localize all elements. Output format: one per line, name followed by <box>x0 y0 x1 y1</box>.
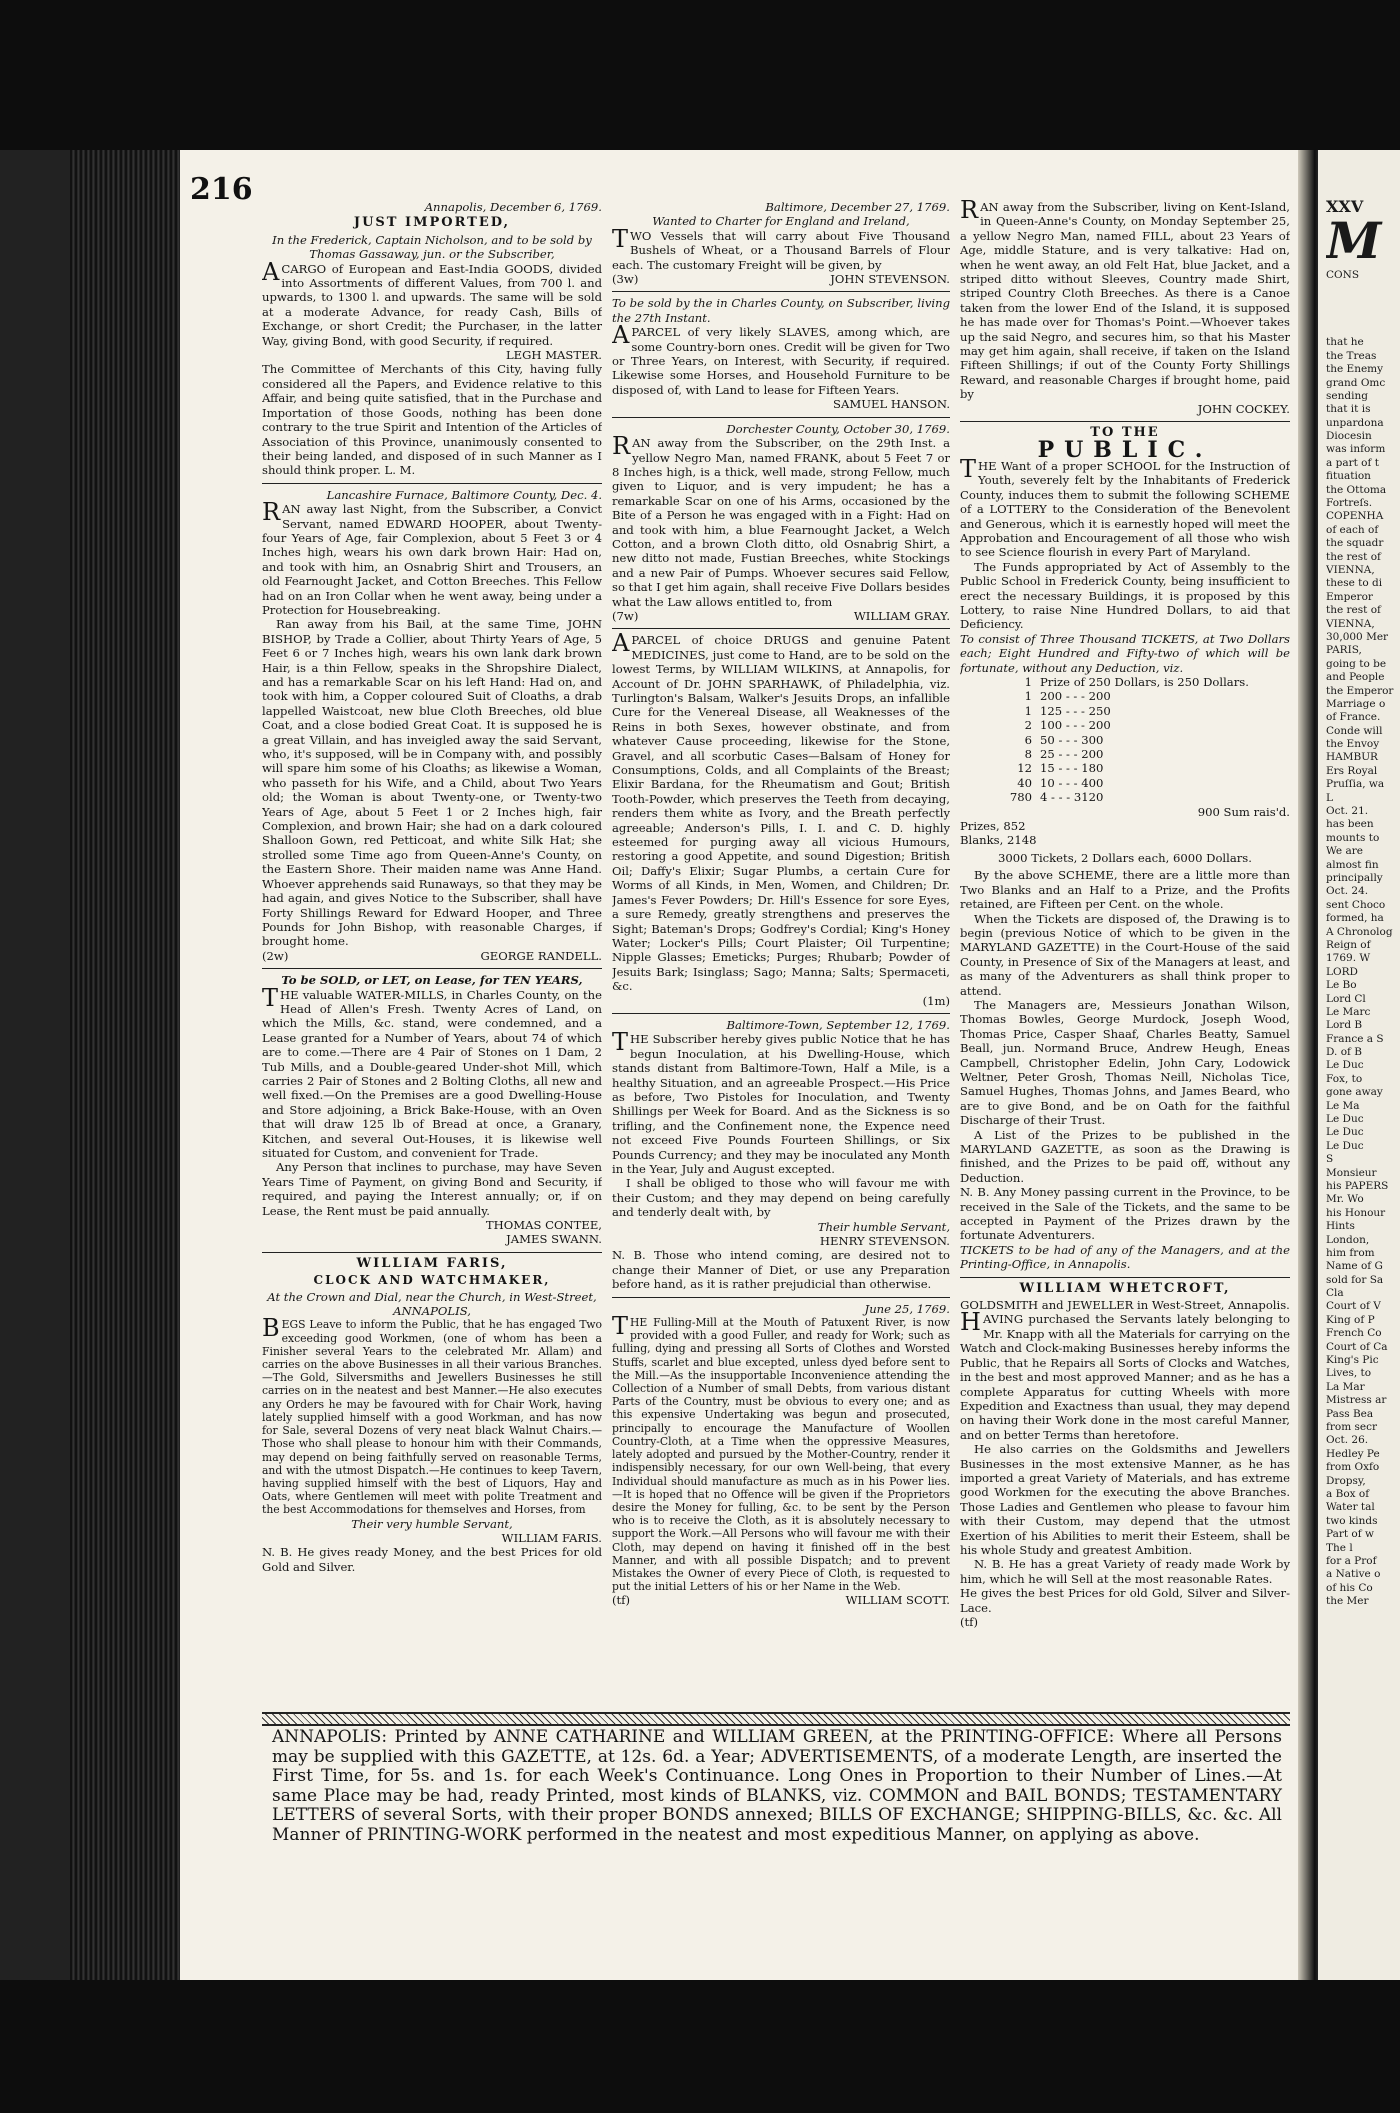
prize-count: 1 <box>1024 703 1032 718</box>
facing-line: fituation <box>1326 470 1371 483</box>
ad-body-5: The Managers are, Messieurs Jonathan Wilson, Thomas Bowles, George Murdock, Joseph Wood, Thomas Price, Casper Shaaf, Charles Beatty, Samuel Beall, jun. Normand Bruce, Andrew Heugh, Eneas Campbell, Christopher Edelin, John Cary, Lodowick Weltner, Peter Grosh, Thomas Neill, Nicholas Tice, Samuel Hughes, Thomas Johns, and James Beard, who are to give Bond, and be on Oath for the faithful Discharge of their Trust. <box>960 997 1290 1128</box>
dateline: Baltimore, December 27, 1769. <box>765 200 950 214</box>
ad-lottery <box>960 426 1290 1272</box>
divider <box>612 291 950 292</box>
ad-subtitle: At the Crown and Dial, near the Church, in West-Street, ANNAPOLIS, <box>267 1289 597 1319</box>
facing-line: Ers Royal <box>1326 764 1378 777</box>
facing-line: the Envoy <box>1326 738 1380 751</box>
ad-title-2: PUBLIC. <box>1037 436 1213 463</box>
facing-line: London, <box>1326 1233 1370 1246</box>
ad-body: APARCEL of very likely SLAVES, among which, are some Country-born ones. Credit will be given for Two or Three Years, on Interest, with Security, if required. Likewise some Horses, and Household Furniture to be disposed of, with Land to lease for Fifteen Years. <box>612 321 950 397</box>
ad-nb: N. B. He has a great Variety of ready made Work by him, which he will Sell at the most reasonable Rates. <box>960 1557 1290 1586</box>
facing-line: King's Pic <box>1326 1354 1379 1367</box>
ad-body: THE Fulling-Mill at the Mouth of Patuxent River, is now provided with a good Fuller, and ready for Work; such as fulling, dying and pressing all Sorts of Clothes and Worsted Stuffs, scarlet and blue excepted, unless dyed before sent to the Mill.—As the insupportable Inconvenience attending the Collection of a Number of small Debts, from various distant Parts of the Country, must be obvious to every one; and as this expensive Undertaking was begun and prosecuted, principally to encourage the Manufacture of Woollen Country-Cloth, at a Time when the oppressive Measures, lately adopted and pursued by the Mother-Country, render it indispensibly necessary, for our own Well-being, that every Individual should manufacture as much as in his Power lies.—It is hoped that no Offence will be given if the Proprietors desire the Money for fulling, &c. to be sent by the Person who is to receive the Cloth, as it is absolutely necessary to support the Work.—All Persons who will favour me with their Cloth, may depend on having it finished off in the best Manner, and with all possible Dispatch; and to prevent Mistakes the Owner of every Piece of Cloth, is requested to put the initial Letters of his or her Name in the Web. <box>612 1312 950 1594</box>
facing-line: Court of Ca <box>1326 1340 1388 1353</box>
ad-water-mills <box>262 973 602 1247</box>
prize-row <box>960 689 1290 703</box>
prize-value: 10 - - - 400 <box>1040 775 1104 790</box>
ad-slaves-sale <box>612 296 950 411</box>
facing-line: Le Duc <box>1326 1059 1364 1072</box>
ad-nb: N. B. He gives ready Money, and the best Prices for old Gold and Silver. <box>262 1545 602 1574</box>
dateline: Baltimore-Town, September 12, 1769. <box>726 1017 950 1032</box>
book-edge <box>70 150 190 1980</box>
facing-line: has been <box>1326 818 1374 831</box>
ad-subtitle: To be sold by the in Charles County, on Subscriber, living the 27th Instant. <box>612 296 950 325</box>
facing-line: Mistress ar <box>1326 1394 1387 1407</box>
ad-signature: WILLIAM FARIS. <box>501 1530 602 1545</box>
ad-tag: (tf) <box>612 1593 630 1608</box>
tickets-total: 3000 Tickets, 2 Dollars each, 6000 Dollars. <box>998 850 1252 865</box>
facing-line: France a S <box>1326 1032 1384 1045</box>
ad-body-2: He also carries on the Goldsmiths and Jewellers Businesses in the most extensive Manner, as he has imported a great Variety of Materials, and has extreme good Workmen for the executing the above Branches. Those Ladies and Gentlemen who please to favour him with their Custom, may depend that the utmost Exertion of his Abilities to merit their Esteem, shall be his whole Study and greatest Ambition. <box>960 1442 1290 1557</box>
facing-line: Hints <box>1326 1220 1355 1233</box>
ad-close: Their humble Servant, <box>817 1219 950 1234</box>
facing-header: XXV <box>1326 200 1364 216</box>
facing-line <box>1326 310 1398 323</box>
ad-signature: LEGH MASTER. <box>505 348 602 363</box>
facing-line: Water tal <box>1326 1501 1375 1514</box>
facing-line: Lives, to <box>1326 1367 1372 1380</box>
facing-line: of France. <box>1326 711 1381 724</box>
prize-count: 2 <box>1024 718 1032 733</box>
facing-line: Fortreſs. <box>1326 497 1373 510</box>
ad-body-2: I shall be obliged to those who will favour me with their Custom; and they may depend on being carefully and tenderly dealt with, by <box>612 1176 950 1220</box>
prize-row <box>960 761 1290 775</box>
ad-body: RAN away last Night, from the Subscriber, a Convict Servant, named EDWARD HOOPER, about Twenty-four Years of Age, fair Complexion, about 5 Feet 3 or 4 Inches high, wears his own dark brown Hair: Had on, and took with him, an Osnabrig Shirt and Trousers, an old Fearnought Jacket, and Cotton Breeches. This Fellow had on an Iron Collar when he went away, being under a Protection for Housebreaking. <box>262 498 602 617</box>
prize-table <box>960 675 1290 805</box>
facing-line: S <box>1326 1153 1334 1166</box>
facing-line: Conde will <box>1326 724 1383 737</box>
facing-line: that he <box>1326 336 1364 349</box>
ad-title-2: CLOCK AND WATCHMAKER, <box>313 1273 551 1288</box>
facing-line: the rest of <box>1326 550 1381 563</box>
prize-row <box>960 718 1290 732</box>
ad-tag: (tf) <box>960 1615 978 1629</box>
facing-line: almost fin <box>1326 858 1379 871</box>
facing-line: 30,000 Mer <box>1326 630 1389 643</box>
divider <box>612 1297 950 1298</box>
facing-line: was inform <box>1326 443 1386 456</box>
facing-line: We are <box>1326 845 1363 858</box>
facing-line: Le Ma <box>1326 1099 1360 1112</box>
facing-line: and People <box>1326 671 1385 684</box>
ornamental-rule <box>262 1712 1290 1726</box>
column-2 <box>612 200 950 1700</box>
facing-line: sold for Sa <box>1326 1273 1384 1286</box>
facing-line: principally <box>1326 871 1383 884</box>
facing-line: for a Prof <box>1326 1554 1377 1567</box>
facing-line: a part of t <box>1326 456 1379 469</box>
facing-line <box>1326 283 1398 296</box>
prize-count: 12 <box>1017 761 1032 776</box>
ad-body: HAVING purchased the Servants lately belonging to Mr. Knapp with all the Materials for carrying on the Watch and Clock-making Businesses hereby informs the Public, that he Repairs all Sorts of Clocks and Watches, in the best and most approved Manner; and as he has a complete Apparatus for cutting Wheels with more Expedition and Exactness than usual, they may depend on having their Work done in the most careful Manner, and on better Terms than heretofore. <box>960 1308 1290 1442</box>
ad-signature: JOHN STEVENSON. <box>830 272 950 287</box>
prize-row <box>960 675 1290 689</box>
scan-bottom-border <box>0 1980 1400 2113</box>
ad-subtitle: To consist of Three Thousand TICKETS, at Two Dollars each; Eight Hundred and Fifty-two of which will be fortunate, without any Deduction, viz. <box>960 631 1290 675</box>
prize-count: 40 <box>1017 775 1032 790</box>
facing-line: Le Bo <box>1326 979 1357 992</box>
facing-line: Monsieur <box>1326 1166 1377 1179</box>
facing-line: Pruſſia, wa <box>1326 778 1385 791</box>
ad-tag: (7w) <box>612 608 639 623</box>
facing-line: sent Choco <box>1326 898 1386 911</box>
facing-line: Reign of <box>1326 938 1371 951</box>
facing-lines <box>1326 269 1398 1608</box>
blanks-count: Blanks, 2148 <box>960 833 1037 848</box>
column-1 <box>262 200 602 1700</box>
facing-line: the Emperor <box>1326 684 1394 697</box>
ad-body-3: By the above SCHEME, there are a little more than Two Blanks and an Half to a Prize, and the Profits retained, are Fifteen per Cent. on the whole. <box>960 868 1290 912</box>
facing-line: Oct. 26. <box>1326 1434 1369 1447</box>
facing-line: grand Omc <box>1326 376 1386 389</box>
facing-line: The l <box>1326 1541 1353 1554</box>
facing-line: Le Duc <box>1326 1113 1364 1126</box>
prize-row <box>960 747 1290 761</box>
facing-line: the Mer <box>1326 1595 1369 1608</box>
facing-line: Oct. 24. <box>1326 885 1369 898</box>
scan-top-border <box>0 0 1400 150</box>
facing-line: Le Marc <box>1326 1005 1371 1018</box>
facing-big-letter: M <box>1326 211 1382 271</box>
ad-body: TWO Vessels that will carry about Five Thousand Bushels of Wheat, or a Thousand Barrels of Flour each. The customary Freight will be given, by <box>612 224 950 272</box>
facing-line: CONS <box>1326 269 1360 282</box>
ad-body-2: Any Person that inclines to purchase, may have Seven Years Time of Payment, on giving Bond and Security, if required, and paying the Interest annually; or, if on Lease, the Rent must be paid annually. <box>262 1160 602 1218</box>
ad-close: Their very humble Servant, <box>351 1516 513 1531</box>
facing-line: Hedley Pe <box>1326 1447 1380 1460</box>
ad-body: BEGS Leave to inform the Public, that he has engaged Two exceeding good Workmen, (one of whom has been a Finisher several Years to the celebrated Mr. Allam) and carries on the above Businesses in all their various Branches.—The Gold, Silversmiths and Jewellers Businesses he still carries on in the neatest and best Manner.—He also executes any Orders he may be favoured with for Chair Work, having lately supplied himself with a good Workman, and has now for Sale, several Dozens of very neat black Walnut Chairs.—Those who shall please to honour him with their Commands, may depend on being faithfully served on reasonable Terms, and with the utmost Dispatch.—He continues to keep Tavern, having supplied himself with the best of Liquors, Hay and Oats, where Gentlemen will meet with polite Treatment and the best Accommodations for themselves and Horses, from <box>262 1314 602 1517</box>
facing-line: unpardona <box>1326 416 1384 429</box>
facing-line: Emperor <box>1326 590 1373 603</box>
prize-value: 4 - - - 3120 <box>1040 790 1104 805</box>
ad-heading: To be SOLD, or LET, on Lease, for TEN YEARS, <box>281 973 583 988</box>
divider <box>612 1013 950 1014</box>
ad-subtitle: Wanted to Charter for England and Ireland, <box>652 214 910 229</box>
ad-tag: (3w) <box>612 272 639 287</box>
ad-subtitle: In the Frederick, Captain Nicholson, and to be sold by Thomas Gassaway, jun. or the Subscriber, <box>272 232 592 262</box>
facing-line: Oct. 21. <box>1326 805 1369 818</box>
facing-line: Mr. Wo <box>1326 1193 1364 1206</box>
divider <box>262 968 602 969</box>
ad-body: RAN away from the Subscriber, living on Kent-Island, in Queen-Anne's County, on Monday September 25, a yellow Negro Man, named FILL, about 23 Years of Age, middle Stature, and is very talkative: Had on, when he went away, an old Felt Hat, blue Jacket, and a striped ditto without Sleeves, Country made Shirt, striped Country Cloth Breeches. As there is a Canoe taken from the lower End of the Island, it is supposed he has made over for Thomas's Point.—Whoever takes up the said Negro, and secures him, so that his Master may get him again, shall receive, if taken on the Island Fifteen Shillings; if out of the County Forty Shillings Reward, and reasonable Charges if brought home, paid by <box>960 200 1290 402</box>
facing-line: French Co <box>1326 1327 1382 1340</box>
facing-line: Name of G <box>1326 1260 1383 1273</box>
facing-line: going to be <box>1326 657 1387 670</box>
prize-count: 1 <box>1024 675 1032 689</box>
ad-runaway-frank <box>612 422 950 624</box>
prize-count: 1 <box>1024 689 1032 704</box>
prize-row <box>960 776 1290 790</box>
ad-nb-2: He gives the best Prices for old Gold, Silver and Silver-Lace. <box>960 1586 1290 1615</box>
facing-line: his Honour <box>1326 1206 1386 1219</box>
divider <box>612 417 950 418</box>
prize-value: 125 - - - 250 <box>1040 703 1111 718</box>
facing-line: of his Co <box>1326 1581 1373 1594</box>
facing-line: that it is <box>1326 403 1371 416</box>
prize-value: 100 - - - 200 <box>1040 718 1111 733</box>
sum-raised: 900 Sum rais'd. <box>1197 804 1290 819</box>
facing-line: the squadr <box>1326 537 1384 550</box>
divider <box>960 421 1290 422</box>
ad-signature: WILLIAM SCOTT. <box>845 1593 950 1608</box>
facing-line: these to di <box>1326 577 1383 590</box>
ad-body: THE Subscriber hereby gives public Notice that he has begun Inoculation, at his Dwelling-House, which stands distant from Baltimore-Town, Half a Mile, is a healthy Situation, and an agreeable Prospect.—His Price as before, Two Pistoles for Inoculation, and Twenty Shillings per Week for Board. And as the Sickness is so trifling, and the Confinement none, the Expence need not exceed Five Pounds Fourteen Shillings, or Six Pounds Currency; and they may be inoculated any Month in the Year, July and August excepted. <box>612 1028 950 1176</box>
ad-nb-2: TICKETS to be had of any of the Managers, and at the Printing-Office, in Annapolis. <box>960 1242 1290 1272</box>
ad-tag: (2w) <box>262 948 289 963</box>
facing-line: the Ottoma <box>1326 483 1387 496</box>
prizes-count: Prizes, 852 <box>960 819 1026 834</box>
facing-line: his PAPERS <box>1326 1179 1389 1192</box>
divider <box>262 483 602 484</box>
facing-line: Diocesin <box>1326 430 1372 443</box>
facing-line: Lord B <box>1326 1019 1363 1032</box>
facing-line: VIENNA, <box>1326 617 1375 630</box>
ad-subtitle: GOLDSMITH and JEWELLER in West-Street, Annapolis. <box>960 1298 1290 1313</box>
facing-line: D. of B <box>1326 1046 1362 1059</box>
facing-line: VIENNA, <box>1326 564 1375 576</box>
dateline: Dorchester County, October 30, 1769. <box>726 421 950 436</box>
facing-line: Le Duc <box>1326 1139 1364 1152</box>
prize-value: 25 - - - 200 <box>1040 747 1104 762</box>
facing-line: mounts to <box>1326 831 1380 844</box>
facing-line: the rest of <box>1326 604 1381 617</box>
facing-line: a Box of <box>1326 1487 1370 1500</box>
dateline: Lancashire Furnace, Baltimore County, Dec. 4. <box>326 487 602 502</box>
facing-line: the Treas <box>1326 349 1377 362</box>
prize-value: Prize of 250 Dollars, is 250 Dollars. <box>1040 675 1249 689</box>
dateline: June 25, 1769. <box>864 1301 950 1316</box>
prize-row <box>960 733 1290 747</box>
ad-nb: N. B. Those who intend coming, are desired not to change their Manner of Diet, or use any Preparation before hand, as it is rather prejudicial than otherwise. <box>612 1248 950 1292</box>
facing-line: Fox, to <box>1326 1072 1363 1085</box>
ad-title: TO THE <box>1090 425 1160 441</box>
facing-line: the Enemy <box>1326 363 1384 376</box>
ad-whetcroft <box>960 1282 1290 1630</box>
facing-line: a Native o <box>1326 1568 1381 1581</box>
facing-line: from Oxfo <box>1326 1461 1380 1474</box>
facing-line: La Mar <box>1326 1380 1365 1393</box>
ad-body-4: When the Tickets are disposed of, the Drawing is to begin (previous Notice of which to be given in the MARYLAND GAZETTE) in the Court-House of the said County, in Presence of Six of the Managers at least, and as many of the Adventurers as shall think proper to attend. <box>960 911 1290 998</box>
facing-line: COPENHA <box>1326 510 1384 523</box>
facing-line: him from <box>1326 1246 1375 1259</box>
ad-william-faris <box>262 1257 602 1574</box>
facing-line: Cla <box>1326 1287 1344 1300</box>
ad-body-2: Ran away from his Bail, at the same Time, JOHN BISHOP, by Trade a Collier, about Thirty Years of Age, 5 Feet 6 or 7 Inches high, wears his own lank dark brown Hair, is a thin Fellow, speaks in the Shropshire Dialect, and has a remarkable Scar on his left Hand: Had on, and took with him, a Copper coloured Suit of Cloaths, a drab lappelled Waistcoat, new blue Cloth Breeches, old blue Coat, and a close bodied Great Coat. It is supposed he is a great Villain, and has inveigled away the said Servant, who, it's supposed, will be in Company with, and possibly will spare him some of his Cloaths; as likewise a Woman, who passeth for his Wife, and a Child, about Two Years old; the Woman is about Twenty-one, or Twenty-two Years of Age, about 5 Feet 1 or 2 Inches high, fair Complexion, and brown Hair; she had on a dark coloured Shalloon Gown, red Petticoat, and white Silk Hat; she strolled some Time ago from Queen-Anne's County, on the Eastern Shore. Their maiden name was Anne Hand. Whoever apprehends said Runaways, so that they may be had again, and gives Notice to the Subscriber, shall have Forty Shillings Reward for Edward Hooper, and Three Pounds for John Bishop, with reasonable Charges, if brought home. <box>262 617 602 949</box>
dateline: Annapolis, December 6, 1769. <box>424 200 602 214</box>
facing-line <box>1326 323 1398 336</box>
page-number: 216 <box>190 172 253 207</box>
ad-title: WILLIAM FARIS, <box>356 1255 508 1271</box>
prize-count: 8 <box>1024 747 1032 762</box>
facing-line: of each of <box>1326 523 1379 536</box>
ad-note: The Committee of Merchants of this City, having fully considered all the Papers, and Evidence relative to this Affair, and being quite satisfied, that in the Purchase and Importation of those Goods, nothing has been done contrary to the true Spirit and Intention of the Articles of Association of this Province, unanimously consented to their being landed, and disposed of in such Manner as I should think proper. L. M. <box>262 362 602 478</box>
column-3 <box>960 200 1290 1700</box>
facing-line: HAMBUR <box>1326 751 1378 764</box>
ad-body: ACARGO of European and East-India GOODS, divided into Assortments of different Values, from 700 l. and upwards, to 1300 l. and upwards. The same will be sold at a moderate Advance, for ready Cash, Bills of Exchange, or short Credit; the Purchaser, in the latter Way, giving Bond, with good Security, if required. <box>262 257 602 348</box>
ad-body-6: A List of the Prizes to be published in the MARYLAND GAZETTE, as soon as the Drawing is finished, and the Prizes to be paid off, without any Deduction. <box>960 1127 1290 1185</box>
ad-signature: THOMAS CONTEE, <box>485 1218 602 1233</box>
ad-body-2: The Funds appropriated by Act of Assembly to the Public School in Frederick County, being insufficient to erect the necessary Buildings, it is proposed by this Lottery, to raise Nine Hundred Dollars, to aid that Deficiency. <box>960 559 1290 632</box>
ad-title: JUST IMPORTED, <box>353 215 511 231</box>
ad-signature: GEORGE RANDELL. <box>480 948 602 963</box>
divider <box>612 628 950 629</box>
prize-row <box>960 790 1290 804</box>
facing-line: L <box>1326 791 1333 804</box>
ad-body: THE valuable WATER-MILLS, in Charles County, on the Head of Allen's Fresh. Twenty Acres of Land, on which the Mills, &c. stand, were condemned, and a Lease granted for a Number of Years, about 74 of which are to come.—There are 4 Pair of Stones on 1 Dam, 2 Tub Mills, and a Double-geared Under-shot Mill, which carries 2 Pair of Stones and 2 Bolting Cloths, all new and well fixed.—On the Premises are a good Dwelling-House and Store adjoining, a Brick Bake-House, with an Oven that will draw 125 lb of Bread at once, a Granary, Kitchen, and several Out-Houses, it is likewise well situated for Custom, and convenient for Trade. <box>262 983 602 1160</box>
prize-count: 780 <box>1009 790 1032 805</box>
facing-page-text <box>1326 200 1398 1900</box>
ad-signature: WILLIAM GRAY. <box>853 608 950 623</box>
facing-line: Pass Bea <box>1326 1407 1374 1420</box>
prize-row <box>960 704 1290 718</box>
prize-value: 50 - - - 300 <box>1040 732 1104 747</box>
facing-line: Le Duc <box>1326 1126 1364 1139</box>
facing-line: 1769. W <box>1326 952 1371 965</box>
facing-line: Lord Cl <box>1326 992 1366 1005</box>
ad-just-imported <box>262 200 602 478</box>
facing-line: gone away <box>1326 1086 1383 1099</box>
ad-fulling-mill <box>612 1302 950 1608</box>
ad-signature: SAMUEL HANSON. <box>833 397 950 412</box>
ad-vessels-charter <box>612 200 950 286</box>
ad-tag: (1m) <box>922 993 950 1008</box>
ad-body: RAN away from the Subscriber, on the 29th Inst. a yellow Negro Man, named FRANK, about 5 Feet 7 or 8 Inches high, is a thick, well made, strong Fellow, much given to Liquor, and is very impudent; he has a remarkable Scar on one of his Arms, occasioned by the Bite of a Person he was engaged with in a Fight: Had on and took with him, a blue Fearnought Jacket, a Welch Cotton, and a brown Cloth ditto, old Osnabrig Shirt, a new ditto not made, Fustian Breeches, white Stockings and a new Pair of Pumps. Whoever secures said Fellow, so that I get him again, shall receive Five Dollars besides what the Law allows entitled to, from <box>612 432 950 609</box>
facing-line: sending <box>1326 389 1368 402</box>
facing-line: from secr <box>1326 1421 1378 1433</box>
imprint-colophon: ANNAPOLIS: Printed by ANNE CATHARINE and WILLIAM GREEN, at the PRINTING-OFFICE: Where all Persons may be supplied with this GAZETTE, at 12s. 6d. a Year; ADVERTISEMENTS, of a moderate Length, are inserted the First Time, for 5s. and 1s. for each Week's Continuance. Long Ones in Proportion to their Number of Lines.—At same Place may be had, ready Printed, most kinds of BLANKS, viz. COMMON and BAIL BONDS; TESTAMENTARY LETTERS of several Sorts, with their proper BONDS annexed; BILLS OF EXCHANGE; SHIPPING-BILLS, &c. &c. All Manner of PRINTING-WORK performed in the neatest and most expeditious Manner, on applying as above. <box>272 1727 1282 1845</box>
ad-body: APARCEL of choice DRUGS and genuine Patent MEDICINES, just come to Hand, are to be sold on the lowest Terms, by WILLIAM WILKINS, at Annapolis, for Account of Dr. JOHN SPARHAWK, of Philadelphia, viz. Turlington's Balsam, Walker's Jesuits Drops, an infallible Cure for the Venereal Disease, all Weaknesses of the Reins in both Sexes, however obstinate, and from whatever Cause proceeding, likewise for the Stone, Gravel, and all scorbutic Cases—Balsam of Honey for Consumptions, Colds, and all Complaints of the Breast; Elixir Bardana, for the Rheumatism and Gout; British Tooth-Powder, which preserves the Teeth from decaying, renders them white as Ivory, and the Breath perfectly agreeable; Anderson's Pills, I. I. and C. D. highly esteemed for purging away all vicious Humours, restoring a good Appetite, and sound Digestion; British Oil; Daffy's Elixir; Sugar Plumbs, a certain Cure for Worms of all Kinds, in Men, Women, and Children; Dr. James's Fever Powders; Dr. Hill's Essence for sore Eyes, a sure Remedy, greatly strengthens and preserves the Sight; Bateman's Drops; Godfrey's Cordial; King's Honey Water; Locker's Pills; Court Plaister; Oil Turpentine; Nipple Glasses; Emeticks; Purges; Rhubarb; Powder of Jesuits Bark; Isinglass; Sago; Manna; Salts; Spermaceti, &c. <box>612 629 950 994</box>
prize-value: 15 - - - 180 <box>1040 761 1104 776</box>
ad-signature: HENRY STEVENSON. <box>819 1234 950 1249</box>
facing-line: Marriage o <box>1326 697 1386 710</box>
facing-line: Dropsy, <box>1326 1474 1366 1487</box>
divider <box>262 1252 602 1253</box>
ad-body: THE Want of a proper SCHOOL for the Instruction of Youth, severely felt by the Inhabitants of Frederick County, induces them to submit the following SCHEME of a LOTTERY to the Consideration of the Benevolent and Generous, which it is earnestly hoped will meet the Approbation and Encouragement of all those who wish to see Science flourish in every Part of Maryland. <box>960 454 1290 560</box>
facing-line: two kinds <box>1326 1514 1378 1527</box>
ad-title: WILLIAM WHETCROFT, <box>1019 1280 1231 1296</box>
ad-runaway-hooper <box>262 488 602 963</box>
prize-value: 200 - - - 200 <box>1040 689 1111 704</box>
facing-line <box>1326 296 1398 309</box>
facing-line: Part of w <box>1326 1528 1374 1541</box>
facing-line: A Chronolog <box>1326 925 1393 938</box>
prize-count: 6 <box>1024 732 1032 747</box>
ad-runaway-fill <box>960 200 1290 416</box>
facing-line: Court of V <box>1326 1300 1381 1313</box>
ad-signature-2: JAMES SWANN. <box>506 1232 602 1247</box>
facing-line: King of P <box>1326 1313 1375 1326</box>
ad-signature: JOHN COCKEY. <box>1197 401 1290 416</box>
ad-inoculation <box>612 1018 950 1292</box>
divider <box>960 1277 1290 1278</box>
facing-line: formed, ha <box>1326 912 1384 925</box>
ad-drugs-medicines <box>612 629 950 1008</box>
facing-line: PARIS, <box>1326 644 1362 657</box>
facing-line: LORD <box>1326 965 1358 978</box>
ad-nb: N. B. Any Money passing current in the Province, to be received in the Sale of the Tickets, and the same to be accepted in Payment of the Prizes drawn by the fortunate Adventurers. <box>960 1185 1290 1243</box>
